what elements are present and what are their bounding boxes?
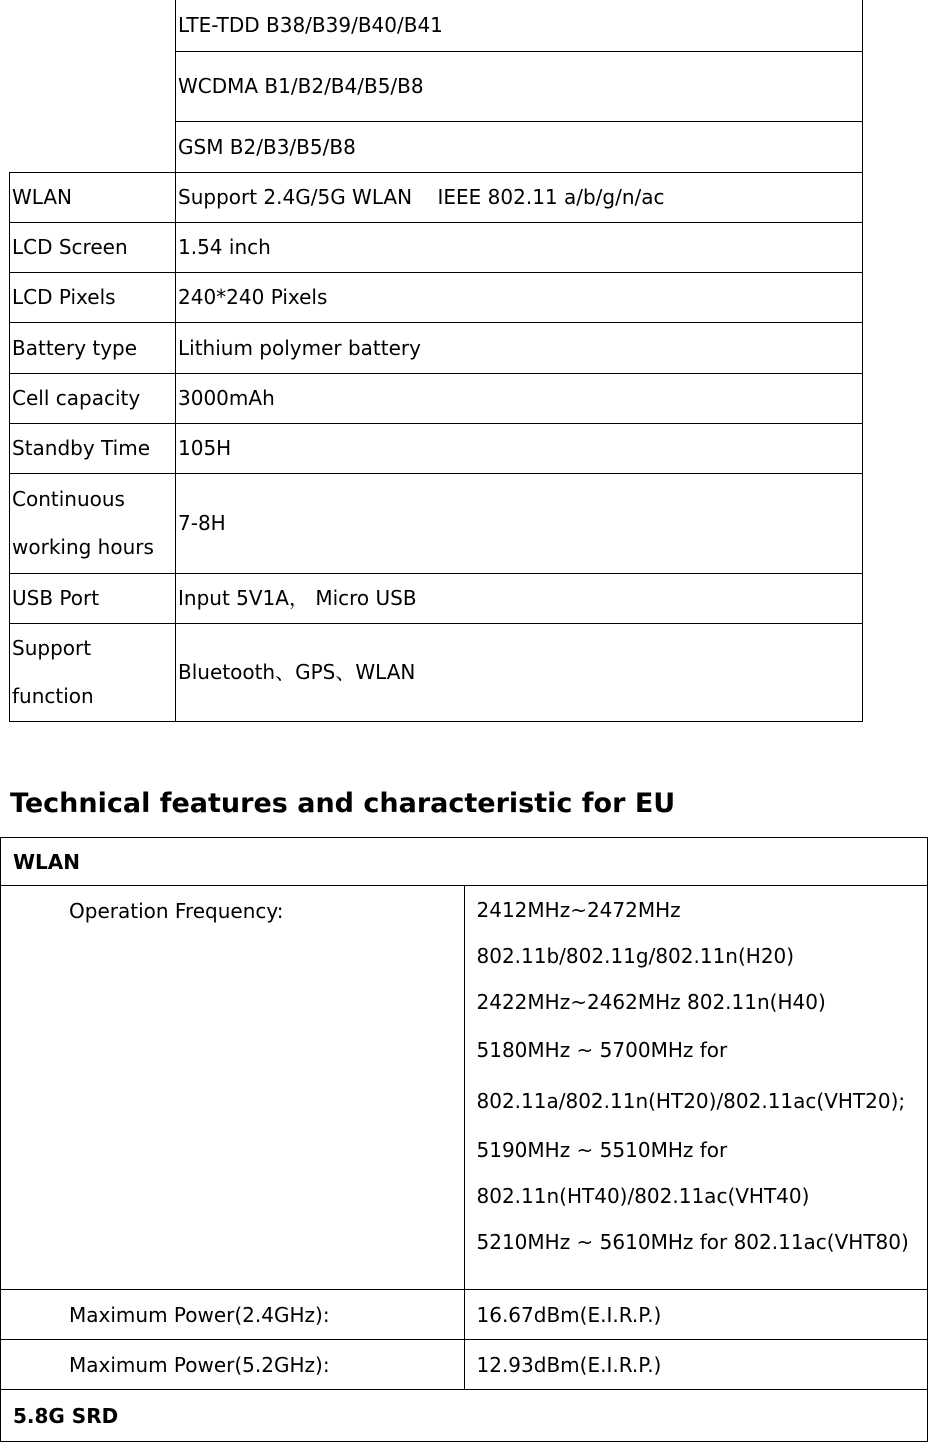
max-power-24-value: 16.67dBm(E.I.R.P.) xyxy=(464,1290,928,1340)
lcd-screen-label: LCD Screen xyxy=(10,222,176,272)
lcd-screen-value: 1.54 inch xyxy=(176,222,863,272)
lcd-pixels-value: 240*240 Pixels xyxy=(176,272,863,322)
table-row xyxy=(1,886,928,1290)
srd-section-label: 5.8G SRD xyxy=(1,1390,928,1442)
table-row xyxy=(10,373,863,423)
table-row xyxy=(10,0,863,51)
standby-time-label: Standby Time xyxy=(10,423,176,473)
frequency-line: 802.11a/802.11n(HT20)/802.11ac(VHT20); xyxy=(476,1089,906,1113)
table-row xyxy=(10,322,863,373)
max-power-24-label: Maximum Power(2.4GHz): xyxy=(1,1290,465,1340)
label-line: Continuous xyxy=(12,487,125,511)
table-row xyxy=(10,172,863,222)
band-gsm: GSM B2/B3/B5/B8 xyxy=(176,121,863,172)
frequency-line: 5210MHz ~ 5610MHz for 802.11ac(VHT80) xyxy=(476,1230,909,1254)
table-row xyxy=(10,423,863,473)
table-row xyxy=(10,573,863,623)
band-wcdma: WCDMA B1/B2/B4/B5/B8 xyxy=(176,51,863,121)
operation-frequency-label: Operation Frequency: xyxy=(1,886,465,1290)
table-row xyxy=(1,1390,928,1442)
label-line: working hours xyxy=(12,535,154,559)
frequency-line: 2422MHz~2462MHz 802.11n(H40) xyxy=(476,990,826,1014)
support-function-label xyxy=(10,623,176,721)
frequency-line: 802.11b/802.11g/802.11n(H20) xyxy=(476,944,795,968)
continuous-working-hours-value: 7-8H xyxy=(176,473,863,573)
max-power-52-value: 12.93dBm(E.I.R.P.) xyxy=(464,1340,928,1390)
max-power-52-label: Maximum Power(5.2GHz): xyxy=(1,1340,465,1390)
usb-port-value: Input 5V1A， Micro USB xyxy=(176,573,863,623)
table-row xyxy=(10,623,863,721)
frequency-line: 5180MHz ~ 5700MHz for xyxy=(476,1038,728,1062)
label-line: function xyxy=(12,684,94,708)
cell-capacity-label: Cell capacity xyxy=(10,373,176,423)
table-row xyxy=(1,838,928,886)
network-band-label xyxy=(10,0,176,172)
eu-features-table xyxy=(0,837,928,1442)
continuous-working-hours-label xyxy=(10,473,176,573)
lcd-pixels-label: LCD Pixels xyxy=(10,272,176,322)
frequency-line: 5190MHz ~ 5510MHz for xyxy=(476,1138,728,1162)
battery-type-label: Battery type xyxy=(10,322,176,373)
battery-type-value: Lithium polymer battery xyxy=(176,322,863,373)
page-title: Technical features and characteristic for EU xyxy=(10,788,676,819)
table-row xyxy=(1,1290,928,1340)
standby-time-value: 105H xyxy=(176,423,863,473)
table-row xyxy=(10,473,863,573)
table-row xyxy=(1,1340,928,1390)
wlan-section-label: WLAN xyxy=(1,838,928,886)
band-lte-tdd: LTE-TDD B38/B39/B40/B41 xyxy=(176,0,863,51)
operation-frequency-value xyxy=(464,886,928,1290)
usb-port-label: USB Port xyxy=(10,573,176,623)
table-row xyxy=(10,222,863,272)
support-function-value: Bluetooth、GPS、WLAN xyxy=(176,623,863,721)
wlan-label: WLAN xyxy=(10,172,176,222)
table-row xyxy=(10,272,863,322)
cell-capacity-value: 3000mAh xyxy=(176,373,863,423)
label-line: Support xyxy=(12,636,92,660)
frequency-line: 2412MHz~2472MHz xyxy=(476,898,681,922)
spec-table xyxy=(9,0,863,722)
wlan-value: Support 2.4G/5G WLAN IEEE 802.11 a/b/g/n/ac xyxy=(176,172,863,222)
frequency-line: 802.11n(HT40)/802.11ac(VHT40) xyxy=(476,1184,810,1208)
